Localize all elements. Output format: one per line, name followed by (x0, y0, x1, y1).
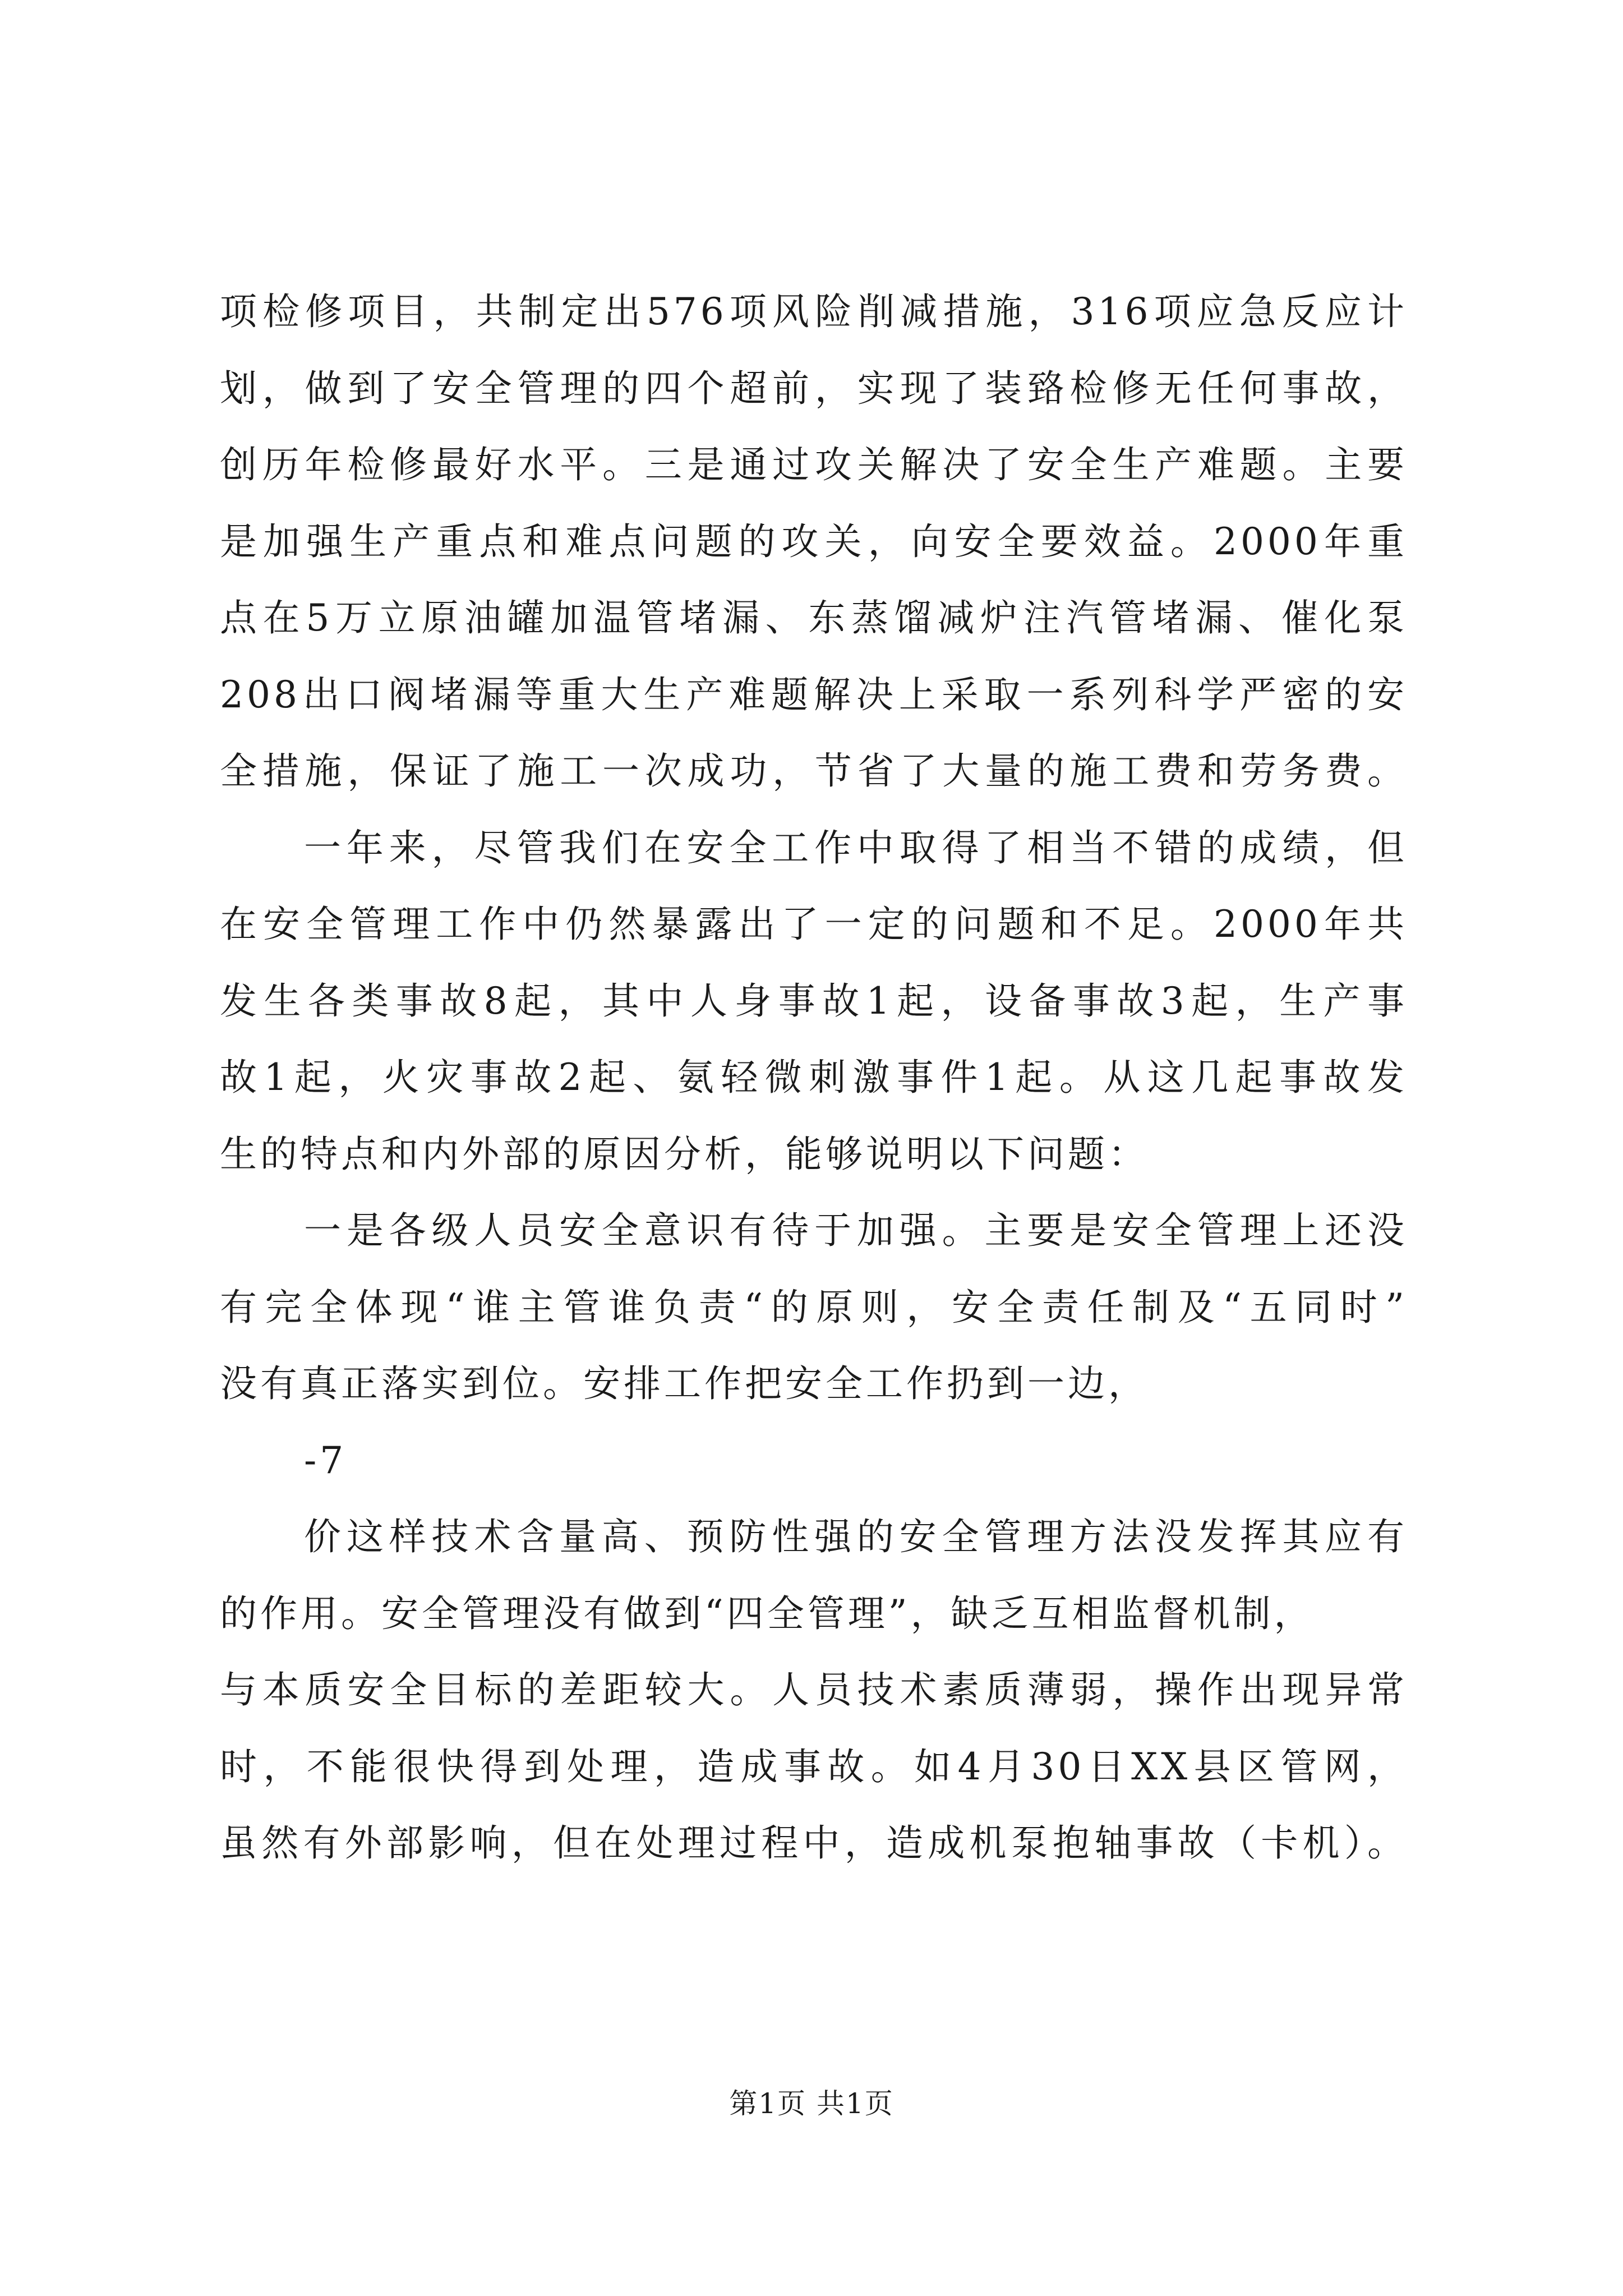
paragraph-first-line: 一年来，尽管我们在安全工作中取得了相当不错的成绩，但 (304, 826, 1408, 869)
text-line: 发生各类事故8起，其中人身事故1起，设备事故3起，生产事 (220, 979, 1408, 1023)
paragraph-first-line: 一是各级人员安全意识有待于加强。主要是安全管理上还没 (304, 1209, 1408, 1252)
text-line: 在安全管理工作中仍然暴露出了一定的问题和不足。2000年共 (220, 903, 1408, 946)
text-line: 生的特点和内外部的原因分析，能够说明以下问题： (220, 1132, 1149, 1176)
text-line: 全措施，保证了施工一次成功，节省了大量的施工费和劳务费。 (220, 749, 1408, 793)
text-line: 是加强生产重点和难点问题的攻关，向安全要效益。2000年重 (220, 519, 1408, 563)
page-footer: 第1页 共1页 (729, 2087, 894, 2120)
text-line: 没有真正落实到位。安排工作把安全工作扔到一边， (220, 1362, 1149, 1405)
text-line: 项检修项目，共制定出576项风险削减措施，316项应急反应计 (220, 290, 1408, 333)
text-line: 故1起，火灾事故2起、氨轻微刺激事件1起。从这几起事故发 (220, 1056, 1408, 1099)
document-body (220, 274, 1408, 1882)
text-line: 的作用。安全管理没有做到“四全管理”，缺乏互相监督机制， (220, 1591, 1315, 1635)
text-line: 点在5万立原油罐加温管堵漏、东蒸馏减炉注汽管堵漏、催化泵 (220, 596, 1408, 639)
text-line: 208出口阀堵漏等重大生产难题解决上采取一系列科学严密的安 (220, 673, 1408, 716)
text-line: 与本质安全目标的差距较大。人员技术素质薄弱，操作出现异常 (220, 1668, 1408, 1711)
text-line: 时，不能很快得到处理，造成事故。如4月30日XX县区管网， (220, 1745, 1408, 1788)
text-line: 有完全体现“谁主管谁负责“的原则，安全责任制及“五同时” (220, 1285, 1408, 1329)
text-line: 创历年检修最好水平。三是通过攻关解决了安全生产难题。主要 (220, 443, 1408, 486)
inline-page-marker: -7 (304, 1438, 347, 1482)
text-line: 虽然有外部影响，但在处理过程中，造成机泵抱轴事故（卡机）。 (220, 1821, 1408, 1865)
text-line: 划，做到了安全管理的四个超前，实现了装臵检修无任何事故， (220, 366, 1408, 410)
paragraph-first-line: 价这样技术含量高、预防性强的安全管理方法没发挥其应有 (304, 1515, 1408, 1558)
